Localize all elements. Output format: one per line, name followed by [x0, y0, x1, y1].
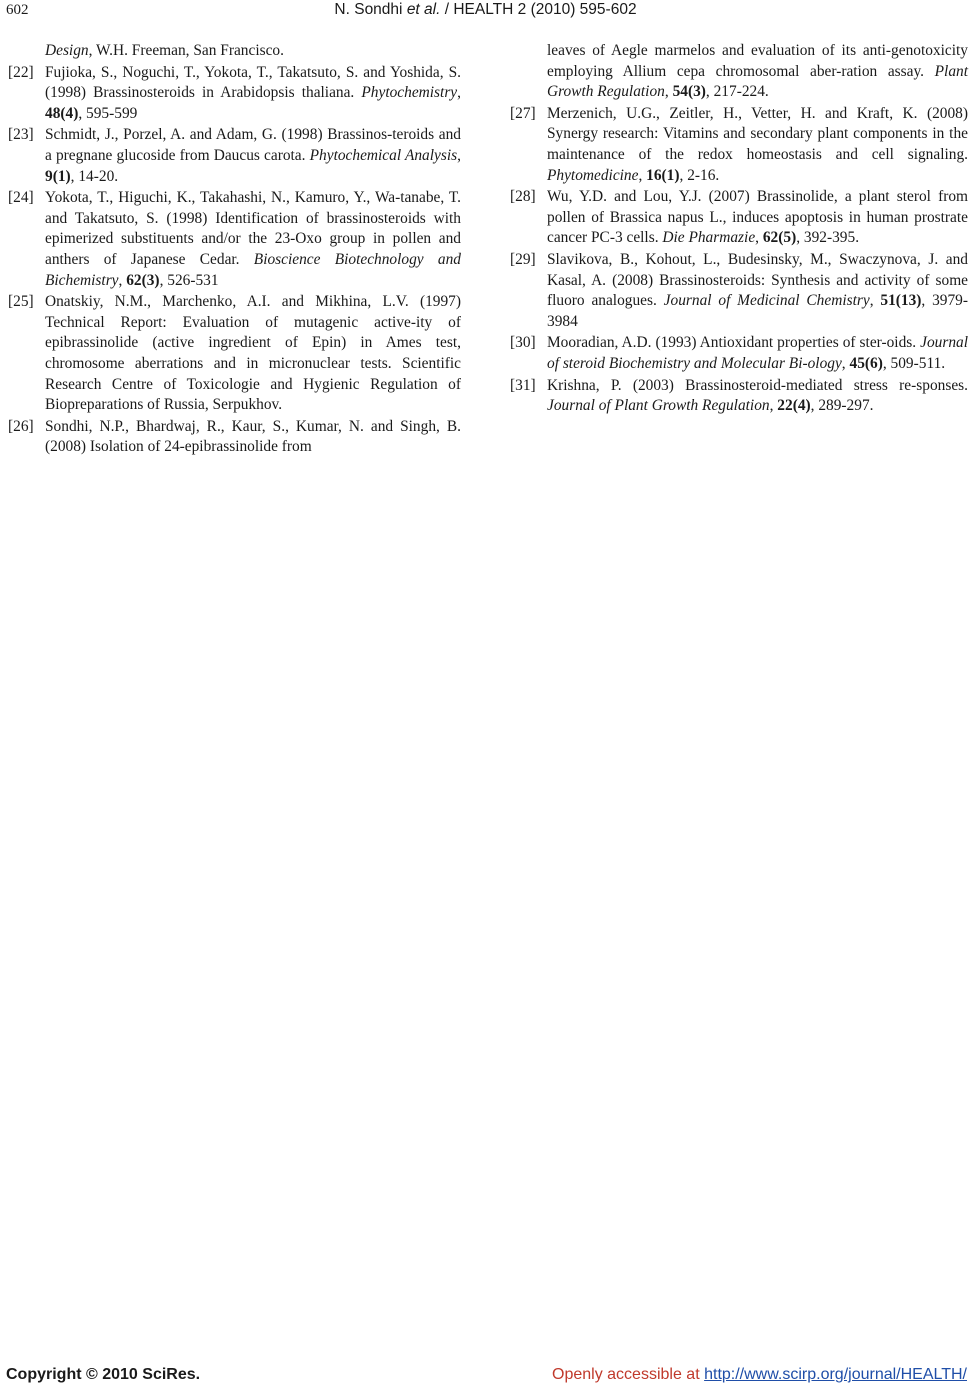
reference-text: , 3979-3984 [547, 292, 969, 330]
reference-entry [510, 376, 968, 417]
reference-entry [510, 104, 968, 186]
reference-volume: 9(1) [45, 167, 71, 185]
reference-text: Sondhi, N.P., Bhardwaj, R., Kaur, S., Kumar, N. and Singh, B. (2008) Isolation of 24-epibrassinolide from [45, 417, 461, 456]
reference-continuation [8, 41, 461, 62]
reference-volume: 22(4) [777, 397, 811, 415]
reference-number: [25] [8, 293, 34, 311]
header-journal-info: / HEALTH 2 (2010) 595-602 [440, 1, 637, 18]
page-number: 602 [6, 2, 29, 18]
references-left-column [8, 41, 461, 458]
reference-text: Wu, Y.D. and Lou, Y.J. (2007) Brassinolide, a plant sterol from pollen of Brassica napus L., induces apoptosis in human prostrate cancer PC-3 cells. [547, 188, 968, 247]
reference-text: Krishna, P. (2003) Brassinosteroid-mediated stress re-sponses. [547, 376, 968, 394]
reference-journal: Phytochemistry [361, 84, 458, 102]
reference-entry [8, 188, 461, 291]
journal-url-link[interactable]: http://www.scirp.org/journal/HEALTH/ [704, 1366, 967, 1383]
reference-entry [8, 63, 461, 125]
reference-journal: Plant Growth Regulation [547, 62, 968, 101]
references-right-column [510, 41, 968, 417]
reference-volume: 62(3) [126, 271, 160, 289]
footer-access [552, 1366, 967, 1384]
reference-text: , [638, 166, 647, 184]
reference-volume: 16(1) [646, 166, 680, 184]
reference-text: Yokota, T., Higuchi, K., Takahashi, N., Kamuro, Y., Wa-tanabe, T. and Takatsuto, S. (1998) Identification of brassinosteroids with epimerized substituents and/or the 23-Oxo group in pollen and anthers of Japanese Cedar. [45, 189, 461, 268]
reference-number: [31] [510, 376, 536, 394]
reference-journal: Phytochemical Analysis [309, 146, 458, 164]
reference-entry [8, 125, 461, 187]
footer-copyright: Copyright © 2010 SciRes. [6, 1366, 201, 1383]
running-header [0, 1, 971, 19]
reference-number: [23] [8, 126, 34, 144]
reference-text: , [869, 292, 881, 310]
reference-text: Merzenich, U.G., Zeitler, H., Vetter, H. and Kraft, K. (2008) Synergy research: Vitamins and secondary plant components in the maintenance of the redox homeostasis and cell signaling. [547, 104, 968, 163]
reference-text: , [769, 397, 778, 415]
reference-volume: 45(6) [849, 354, 883, 372]
reference-text: Fujioka, S., Noguchi, T., Yokota, T., Takatsuto, S. and Yoshida, S. (1998) Brassinosteroids in Arabidopsis thaliana. [45, 63, 461, 102]
reference-text: , 526-531 [159, 271, 219, 289]
reference-number: [24] [8, 189, 34, 207]
reference-number: [27] [510, 104, 536, 122]
reference-text: , [118, 271, 127, 289]
reference-journal: Journal of steroid Biochemistry and Molecular Bi-ology [547, 334, 968, 372]
reference-text: , 392-395. [796, 229, 860, 247]
reference-journal: Design [45, 42, 89, 59]
reference-journal: Bioscience Biotechnology and Bichemistry [45, 250, 461, 289]
reference-text: Slavikova, B., Kohout, L., Budesinsky, M., Swaczynova, J. and Kasal, A. (2008) Brassinosteroids: Synthesis and activity of some fluoro analogues. [547, 250, 968, 310]
reference-text: , 217-224. [705, 83, 769, 101]
reference-text: , [664, 83, 673, 101]
reference-number: [22] [8, 63, 34, 81]
reference-entry [510, 333, 968, 374]
reference-text: leaves of Aegle marmelos and evaluation of its anti-genotoxicity employing Allium cepa chromosomal aber-ration assay. [547, 42, 968, 80]
reference-entry [8, 417, 461, 458]
reference-text: , 14-20. [70, 167, 119, 185]
reference-journal: Journal of Medicinal Chemistry [663, 292, 870, 310]
reference-text: , 595-599 [78, 104, 138, 122]
reference-text: Schmidt, J., Porzel, A. and Adam, G. (1998) Brassinos-teroids and a pregnane glucoside from Daucus carota. [45, 126, 461, 164]
reference-volume: 48(4) [45, 104, 79, 122]
reference-volume: 51(13) [880, 292, 922, 310]
reference-journal: Journal of Plant Growth Regulation [547, 397, 770, 415]
reference-entry [510, 187, 968, 249]
reference-text: , [457, 84, 461, 102]
reference-text: Mooradian, A.D. (1993) Antioxidant properties of ster-oids. [547, 334, 921, 352]
reference-text: , [457, 146, 461, 164]
reference-journal: Die Pharmazie [662, 229, 756, 247]
reference-text: Onatskiy, N.M., Marchenko, A.I. and Mikhina, L.V. (1997) Technical Report: Evaluation of mutagenic active-ity of epibrassinolide (active ingredient of Epin) in Ames test, chromosome aberrations and in micronuclear tests. Scientific Research Centre of Toxicologie and Hygienic Regulation of Biopreparations of Russia, Serpukhov. [45, 293, 461, 414]
footer-access-text: Openly accessible at [552, 1366, 705, 1383]
header-authors: N. Sondhi [334, 1, 407, 18]
reference-text: , [841, 354, 850, 372]
reference-text: , 509-511. [882, 354, 946, 372]
reference-entry [8, 292, 461, 416]
reference-text: , W.H. Freeman, San Francisco. [88, 42, 284, 59]
reference-volume: 62(5) [762, 229, 797, 247]
reference-number: [30] [510, 334, 536, 352]
reference-text: , [755, 229, 763, 247]
header-et-al: et al. [406, 1, 441, 18]
reference-continuation [510, 41, 968, 103]
reference-volume: 54(3) [672, 83, 706, 101]
reference-entry [510, 250, 968, 332]
reference-number: [26] [8, 417, 34, 435]
reference-text: , 2-16. [679, 166, 720, 184]
reference-text: , 289-297. [810, 397, 874, 415]
reference-number: [29] [510, 250, 536, 268]
reference-number: [28] [510, 188, 536, 206]
reference-journal: Phytomedicine [547, 166, 639, 184]
